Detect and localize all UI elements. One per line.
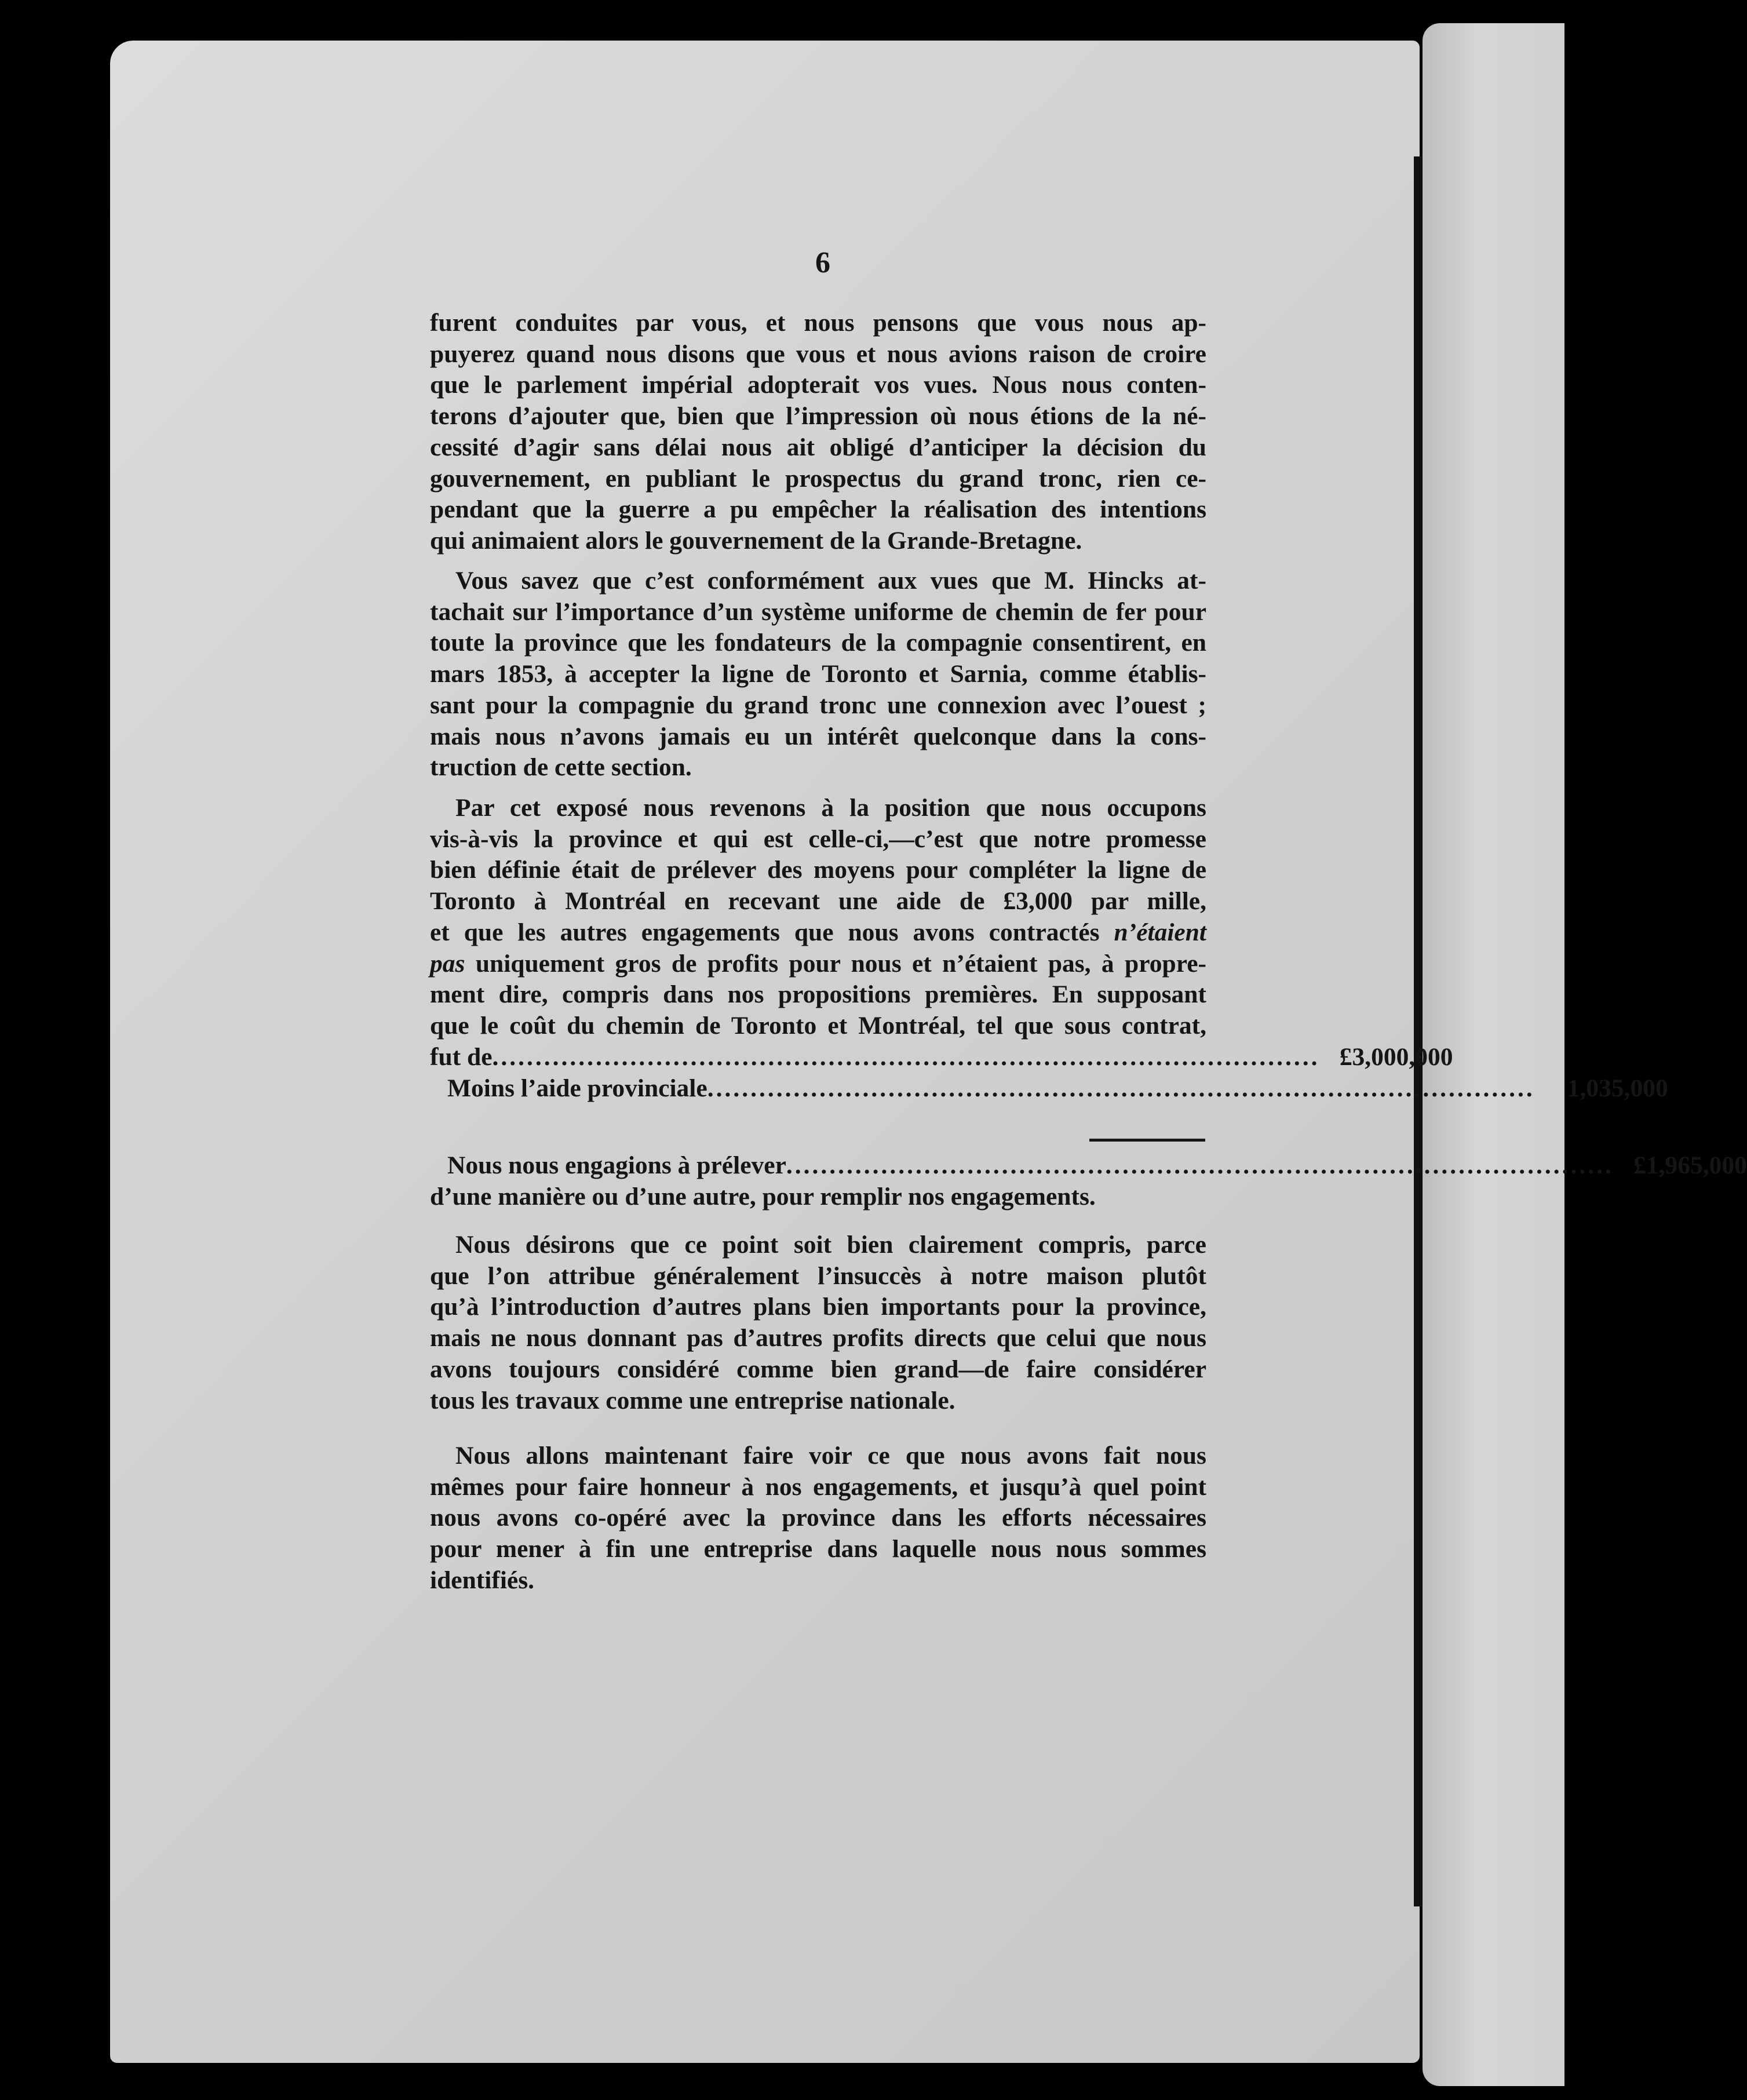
ledger-total — [430, 1150, 1747, 1212]
text-line: Vous savez que c’est conformément aux vues que M. Hincks at- — [455, 567, 1206, 595]
text-line: furent conduites par vous, et nous pensons que vous nous ap- — [430, 309, 1206, 337]
text-line: d’une manière ou d’une autre, pour remplir nos engagements. — [430, 1182, 1096, 1211]
text-line: bien définie était de prélever des moyens pour compléter la ligne de — [430, 856, 1206, 884]
text-line: ment dire, compris dans nos propositions premières. En supposant — [430, 980, 1206, 1009]
text-line: Nous désirons que ce point soit bien clairement compris, parce — [455, 1231, 1206, 1259]
binding-thread — [1414, 156, 1422, 1906]
text-line: que le parlement impérial adopterait vos vues. Nous nous conten- — [430, 371, 1206, 399]
text-line — [430, 917, 1206, 949]
ledger-row — [430, 1042, 1453, 1073]
ledger-amount: 1,035,000 — [1567, 1074, 1668, 1102]
text-line: nous avons co-opéré avec la province dans les efforts nécessaires — [430, 1504, 1206, 1532]
text-line: terons d’ajouter que, bien que l’impression où nous étions de la né- — [430, 402, 1206, 431]
paragraph-3 — [430, 793, 1206, 1042]
ledger-row — [430, 1073, 1668, 1104]
text-line: vis-à-vis la province et qui est celle-ci,—c’est que notre promesse — [430, 825, 1206, 853]
ledger-label: Moins l’aide provinciale — [447, 1074, 707, 1102]
text-line: pour mener à fin une entreprise dans laquelle nous nous sommes — [430, 1535, 1206, 1563]
ledger-amount: £3,000,000 — [1339, 1043, 1453, 1071]
text-line: tachait sur l’importance d’un système uniforme de chemin de fer pour — [430, 597, 1206, 626]
text-line: que l’on attribue généralement l’insuccès à notre maison plutôt — [430, 1262, 1206, 1290]
text-line: mais ne nous donnant pas d’autres profits directs que celui que nous — [430, 1324, 1206, 1352]
text-line: Toronto à Montréal en recevant une aide de £3,000 par mille, — [430, 887, 1206, 916]
text-line: mais nous n’avons jamais eu un intérêt quelconque dans la cons- — [430, 722, 1206, 750]
leader-dots: ................................................................................................ — [786, 1151, 1614, 1179]
text-line: mars 1853, à accepter la ligne de Toronto et Sarnia, comme établis- — [430, 660, 1206, 688]
page-number: 6 — [815, 246, 830, 279]
paragraph-5 — [430, 1441, 1206, 1596]
paragraph-2 — [430, 566, 1206, 783]
text-line: gouvernement, en publiant le prospectus du grand tronc, rien ce- — [430, 464, 1206, 493]
leader-dots: ................................................................................................ — [707, 1074, 1535, 1102]
text-line: mêmes pour faire honneur à nos engagements, et jusqu’à quel point — [430, 1472, 1206, 1501]
ledger-amount: £1,965,000 — [1633, 1151, 1747, 1179]
leader-dots: ................................................................................................ — [492, 1043, 1320, 1071]
text-line: que le coût du chemin de Toronto et Montréal, tel que sous contrat, — [430, 1011, 1206, 1040]
paragraph-4 — [430, 1230, 1206, 1416]
text-line: Par cet exposé nous revenons à la position que nous occupons — [455, 794, 1206, 822]
sum-rule — [1089, 1139, 1205, 1142]
paragraph-1 — [430, 308, 1206, 557]
text-line: toute la province que les fondateurs de la compagnie consentirent, en — [430, 629, 1206, 657]
text-line: tous les travaux comme une entreprise nationale. — [430, 1386, 955, 1414]
ledger-label: Nous nous engagions à prélever — [447, 1151, 786, 1179]
text-line — [430, 949, 1206, 980]
text-line: Nous allons maintenant faire voir ce que nous avons fait nous — [455, 1442, 1206, 1470]
ledger-row — [430, 1150, 1747, 1182]
text-span: et que les autres engagements que nous avons contractés — [430, 918, 1100, 946]
italic-span: n’étaient — [1114, 918, 1207, 946]
text-line: pendant que la guerre a pu empêcher la réalisation des intentions — [430, 495, 1206, 524]
text-line: avons toujours considéré comme bien grand—de faire considérer — [430, 1355, 1206, 1383]
text-line: puyerez quand nous disons que vous et nous avions raison de croire — [430, 340, 1206, 368]
text-line: qui animaient alors le gouvernement de la Grande-Bretagne. — [430, 526, 1082, 555]
ledger-label: fut de — [430, 1043, 493, 1071]
text-span: uniquement gros de profits pour nous et n’étaient pas, à propre- — [475, 949, 1207, 978]
text-line: sant pour la compagnie du grand tronc une connexion avec l’ouest ; — [430, 691, 1206, 719]
text-line: identifiés. — [430, 1566, 535, 1594]
ledger — [430, 1042, 1668, 1104]
italic-span: pas — [430, 949, 465, 978]
text-line: truction de cette section. — [430, 753, 692, 782]
text-line: cessité d’agir sans délai nous ait obligé d’anticiper la décision du — [430, 433, 1206, 461]
text-line: qu’à l’introduction d’autres plans bien importants pour la province, — [430, 1293, 1206, 1321]
